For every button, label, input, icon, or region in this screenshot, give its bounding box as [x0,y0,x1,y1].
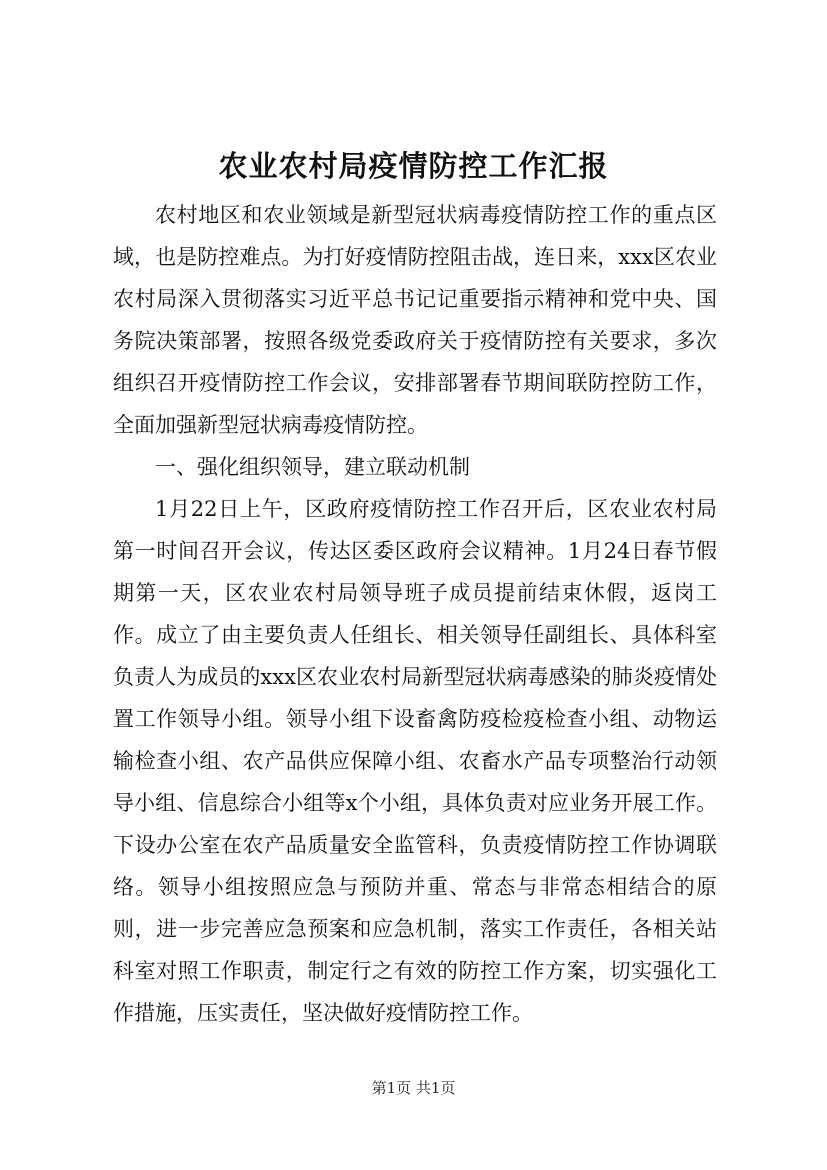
document-body [113,194,717,1034]
intro-paragraph: 农村地区和农业领域是新型冠状病毒疫情防控工作的重点区域，也是防控难点。为打好疫情防控阻击战，连日来，xxx区农业农村局深入贯彻落实习近平总书记记重要指示精神和党中央、国务院决策部署，按照各级党委政府关于疫情防控有关要求，多次组织召开疫情防控工作会议，安排部署春节期间联防控防工作，全面加强新型冠状病毒疫情防控。 [113,203,717,437]
section-heading: 一、强化组织领导，建立联动机制 [155,455,470,479]
document-title: 农业农村局疫情防控工作汇报 [218,149,609,183]
page-footer: 第1页 共1页 [371,1079,456,1097]
section-paragraph: 1月22日上午，区政府疫情防控工作召开后，区农业农村局第一时间召开会议，传达区委区政府会议精神。1月24日春节假期第一天，区农业农村局领导班子成员提前结束休假，返岗工作。成立了由主要负责人任组长、相关领导任副组长、具体科室负责人为成员的xxx区农业农村局新型冠状病毒感染的肺炎疫情处置工作领导小组。领导小组下设畜禽防疫检疫检查小组、动物运输检查小组、农产品供应保障小组、农畜水产品专项整治行动领导小组、信息综合小组等x个小组，具体负责对应业务开展工作。下设办公室在农产品质量安全监管科，负责疫情防控工作协调联络。领导小组按照应急与预防并重、常态与非常态相结合的原则，进一步完善应急预案和应急机制，落实工作责任，各相关站科室对照工作职责，制定行之有效的防控工作方案，切实强化工作措施，压实责任，坚决做好疫情防控工作。 [113,497,717,1025]
